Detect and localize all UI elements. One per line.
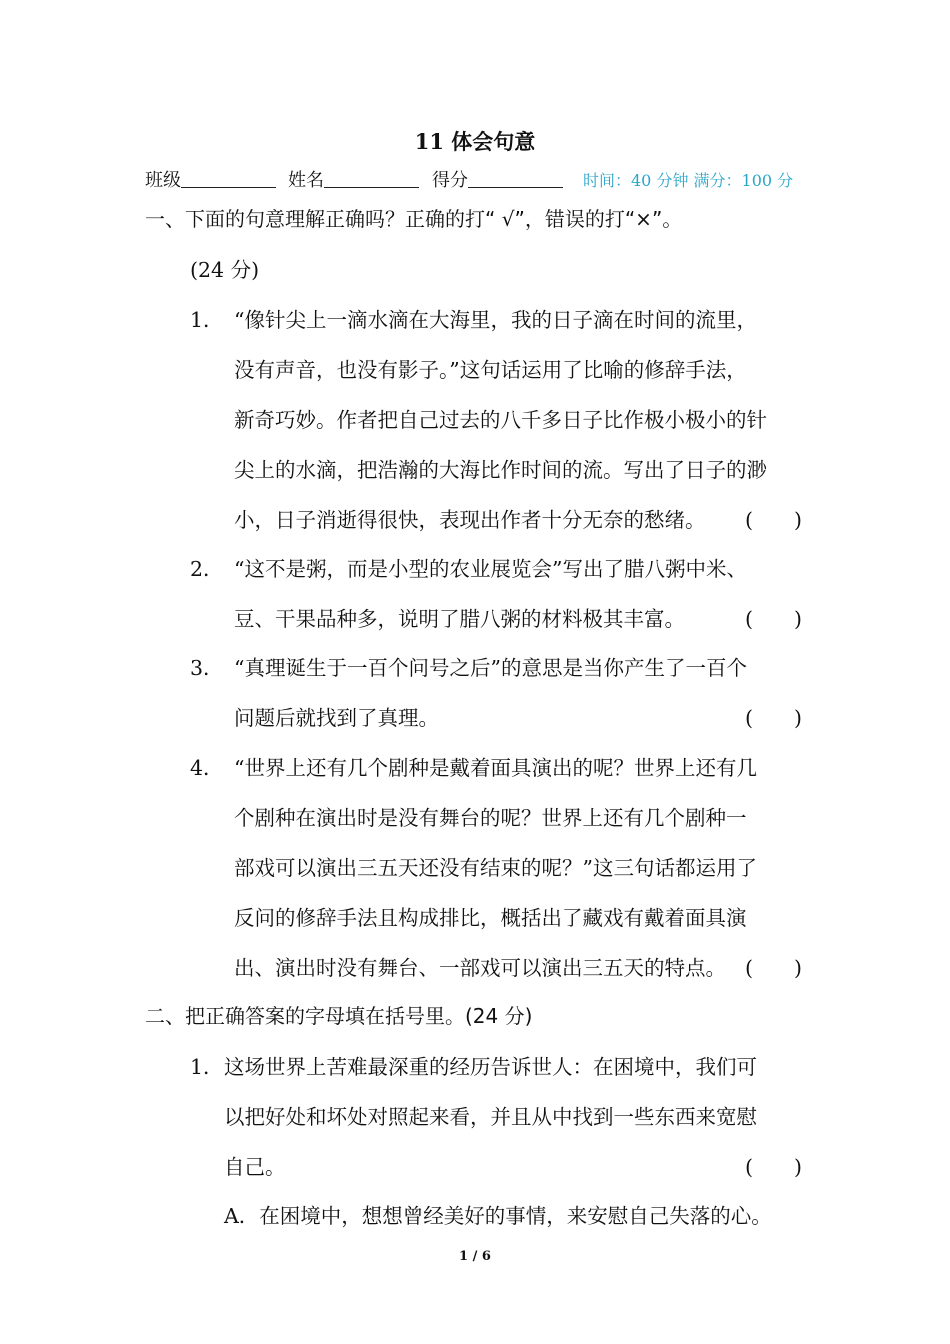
s2-q1-option-a: A．在困境中，想想曾经美好的事情，来安慰自己失落的心。 xyxy=(224,1204,772,1228)
s2-q1-number: 1． xyxy=(190,1055,224,1079)
score-label: 得分 xyxy=(432,170,468,191)
s1-q4-number: 4． xyxy=(190,756,224,780)
s1-q2-answer-paren[interactable]: ( ) xyxy=(745,607,802,631)
class-blank[interactable] xyxy=(181,169,276,188)
s1-q4-line: 部戏可以演出三五天还没有结束的呢？”这三句话都运用了 xyxy=(234,856,757,880)
section2-heading: 二、把正确答案的字母填在括号里。(24 分) xyxy=(145,1004,533,1028)
section1-heading: 一、下面的句意理解正确吗？正确的打“ √”，错误的打“×”。 xyxy=(145,207,683,231)
s1-q4-answer-paren[interactable]: ( ) xyxy=(745,956,802,980)
s1-q1-line: 小，日子消逝得很快，表现出作者十分无奈的愁绪。 xyxy=(234,508,706,532)
s1-q4-line: 个剧种在演出时是没有舞台的呢？世界上还有几个剧种一 xyxy=(234,806,747,830)
s1-q3-answer-paren[interactable]: ( ) xyxy=(745,706,802,730)
s1-q1-line: “像针尖上一滴水滴在大海里，我的日子滴在时间的流里， xyxy=(234,308,757,332)
section1-points: (24 分) xyxy=(190,258,260,282)
s1-q1-line: 没有声音，也没有影子。”这句话运用了比喻的修辞手法， xyxy=(234,358,747,382)
page-title: 11 体会句意 xyxy=(414,129,536,154)
s1-q2-line: “这不是粥，而是小型的农业展览会”写出了腊八粥中米、 xyxy=(234,557,747,581)
class-field xyxy=(145,166,276,192)
name-field xyxy=(288,166,419,192)
s1-q1-answer-paren[interactable]: ( ) xyxy=(745,508,802,532)
s1-q4-line: 出、演出时没有舞台、一部戏可以演出三五天的特点。 xyxy=(234,956,726,980)
score-blank[interactable] xyxy=(468,169,563,188)
s1-q3-line: 问题后就找到了真理。 xyxy=(234,706,439,730)
s1-q3-line: “真理诞生于一百个问号之后”的意思是当你产生了一百个 xyxy=(234,656,747,680)
score-field xyxy=(432,166,563,192)
class-label: 班级 xyxy=(145,170,181,191)
name-blank[interactable] xyxy=(324,169,419,188)
s1-q2-number: 2． xyxy=(190,557,224,581)
s1-q1-line: 新奇巧妙。作者把自己过去的八千多日子比作极小极小的针 xyxy=(234,408,767,432)
s1-q4-line: 反问的修辞手法且构成排比，概括出了藏戏有戴着面具演 xyxy=(234,906,747,930)
s2-q1-line: 自己。 xyxy=(224,1155,286,1179)
s2-q1-line: 这场世界上苦难最深重的经历告诉世人：在困境中，我们可 xyxy=(224,1055,757,1079)
s1-q3-number: 3． xyxy=(190,656,224,680)
time-info: 时间：40 分钟 满分：100 分 xyxy=(583,171,794,190)
page-number: 1 / 6 xyxy=(459,1249,491,1264)
s2-q1-line: 以把好处和坏处对照起来看，并且从中找到一些东西来宽慰 xyxy=(224,1105,757,1129)
s1-q2-line: 豆、干果品种多，说明了腊八粥的材料极其丰富。 xyxy=(234,607,685,631)
s1-q1-line: 尖上的水滴，把浩瀚的大海比作时间的流。写出了日子的渺 xyxy=(234,458,767,482)
name-label: 姓名 xyxy=(288,170,324,191)
s2-q1-answer-paren[interactable]: ( ) xyxy=(745,1155,802,1179)
s1-q4-line: “世界上还有几个剧种是戴着面具演出的呢？世界上还有几 xyxy=(234,756,757,780)
s1-q1-number: 1． xyxy=(190,308,224,332)
